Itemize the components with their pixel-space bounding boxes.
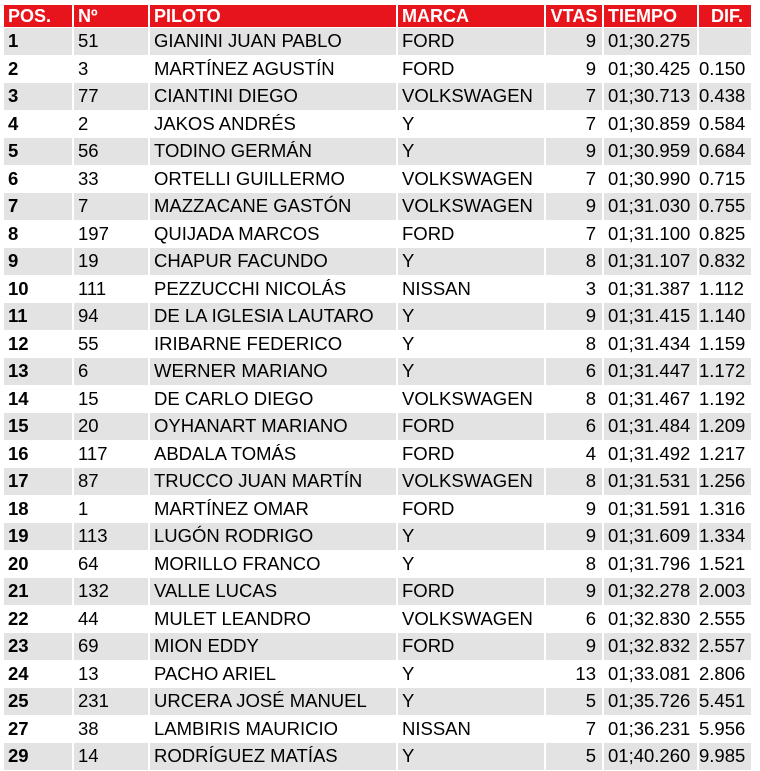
cell-marca: FORD — [397, 55, 545, 83]
cell-vtas: 8 — [545, 248, 603, 276]
table-row — [4, 633, 752, 661]
cell-vtas: 8 — [545, 330, 603, 358]
cell-marca: Y — [397, 743, 545, 771]
cell-vtas: 7 — [545, 220, 603, 248]
cell-piloto: PEZZUCCHI NICOLÁS — [149, 275, 397, 303]
cell-marca: Y — [397, 550, 545, 578]
table-row — [4, 330, 752, 358]
cell-vtas: 4 — [545, 440, 603, 468]
cell-vtas: 8 — [545, 385, 603, 413]
table-row — [4, 550, 752, 578]
cell-num: 38 — [73, 715, 149, 743]
cell-dif: 0.684 — [698, 138, 752, 166]
cell-pos: 10 — [4, 275, 73, 303]
cell-vtas: 9 — [545, 193, 603, 221]
cell-piloto: ABDALA TOMÁS — [149, 440, 397, 468]
table-row — [4, 193, 752, 221]
cell-piloto: OYHANART MARIANO — [149, 413, 397, 441]
cell-piloto: VALLE LUCAS — [149, 578, 397, 606]
cell-tiempo: 01;31.591 — [603, 495, 698, 523]
cell-marca: Y — [397, 110, 545, 138]
cell-pos: 5 — [4, 138, 73, 166]
cell-dif: 1.521 — [698, 550, 752, 578]
table-header — [4, 5, 752, 28]
table-row — [4, 275, 752, 303]
cell-pos: 4 — [4, 110, 73, 138]
cell-num: 111 — [73, 275, 149, 303]
cell-dif: 1.192 — [698, 385, 752, 413]
cell-vtas: 9 — [545, 303, 603, 331]
cell-num: 7 — [73, 193, 149, 221]
cell-num: 2 — [73, 110, 149, 138]
cell-tiempo: 01;32.830 — [603, 605, 698, 633]
cell-tiempo: 01;31.387 — [603, 275, 698, 303]
cell-dif: 0.715 — [698, 165, 752, 193]
cell-tiempo: 01;31.796 — [603, 550, 698, 578]
table-body — [4, 28, 752, 771]
table-row — [4, 138, 752, 166]
cell-piloto: PACHO ARIEL — [149, 660, 397, 688]
cell-pos: 6 — [4, 165, 73, 193]
cell-dif: 0.832 — [698, 248, 752, 276]
cell-vtas: 9 — [545, 55, 603, 83]
cell-num: 55 — [73, 330, 149, 358]
cell-piloto: LAMBIRIS MAURICIO — [149, 715, 397, 743]
cell-dif: 1.316 — [698, 495, 752, 523]
cell-piloto: MAZZACANE GASTÓN — [149, 193, 397, 221]
cell-tiempo: 01;31.484 — [603, 413, 698, 441]
cell-marca: Y — [397, 660, 545, 688]
cell-tiempo: 01;30.990 — [603, 165, 698, 193]
cell-pos: 13 — [4, 358, 73, 386]
cell-tiempo: 01;30.959 — [603, 138, 698, 166]
cell-marca: FORD — [397, 633, 545, 661]
cell-vtas: 8 — [545, 468, 603, 496]
header-pos: POS. — [4, 5, 73, 28]
cell-tiempo: 01;31.107 — [603, 248, 698, 276]
cell-marca: VOLKSWAGEN — [397, 605, 545, 633]
table-row — [4, 715, 752, 743]
cell-dif: 5.956 — [698, 715, 752, 743]
table-row — [4, 523, 752, 551]
cell-piloto: DE LA IGLESIA LAUTARO — [149, 303, 397, 331]
cell-dif: 0.150 — [698, 55, 752, 83]
cell-marca: VOLKSWAGEN — [397, 385, 545, 413]
cell-piloto: MION EDDY — [149, 633, 397, 661]
cell-pos: 17 — [4, 468, 73, 496]
cell-dif: 0.438 — [698, 83, 752, 111]
cell-vtas: 7 — [545, 110, 603, 138]
cell-tiempo: 01;30.859 — [603, 110, 698, 138]
cell-pos: 27 — [4, 715, 73, 743]
cell-dif: 1.140 — [698, 303, 752, 331]
header-vtas: VTAS — [545, 5, 603, 28]
cell-dif: 1.159 — [698, 330, 752, 358]
cell-pos: 1 — [4, 28, 73, 56]
cell-piloto: MULET LEANDRO — [149, 605, 397, 633]
cell-marca: FORD — [397, 495, 545, 523]
cell-dif — [698, 28, 752, 56]
cell-num: 87 — [73, 468, 149, 496]
cell-num: 117 — [73, 440, 149, 468]
cell-tiempo: 01;31.415 — [603, 303, 698, 331]
cell-tiempo: 01;31.434 — [603, 330, 698, 358]
cell-num: 14 — [73, 743, 149, 771]
cell-vtas: 9 — [545, 523, 603, 551]
cell-pos: 8 — [4, 220, 73, 248]
cell-pos: 25 — [4, 688, 73, 716]
cell-vtas: 7 — [545, 83, 603, 111]
table-row — [4, 165, 752, 193]
cell-pos: 23 — [4, 633, 73, 661]
cell-marca: Y — [397, 138, 545, 166]
cell-dif: 1.256 — [698, 468, 752, 496]
cell-marca: VOLKSWAGEN — [397, 193, 545, 221]
cell-num: 113 — [73, 523, 149, 551]
cell-dif: 0.755 — [698, 193, 752, 221]
cell-marca: NISSAN — [397, 715, 545, 743]
cell-tiempo: 01;30.275 — [603, 28, 698, 56]
cell-vtas: 9 — [545, 633, 603, 661]
header-piloto: PILOTO — [149, 5, 397, 28]
cell-marca: Y — [397, 688, 545, 716]
table-row — [4, 385, 752, 413]
cell-piloto: URCERA JOSÉ MANUEL — [149, 688, 397, 716]
cell-piloto: GIANINI JUAN PABLO — [149, 28, 397, 56]
cell-num: 94 — [73, 303, 149, 331]
cell-num: 13 — [73, 660, 149, 688]
cell-num: 69 — [73, 633, 149, 661]
table-row — [4, 605, 752, 633]
cell-pos: 2 — [4, 55, 73, 83]
cell-piloto: MARTÍNEZ OMAR — [149, 495, 397, 523]
cell-vtas: 8 — [545, 550, 603, 578]
cell-dif: 0.825 — [698, 220, 752, 248]
table-row — [4, 743, 752, 771]
cell-pos: 11 — [4, 303, 73, 331]
cell-pos: 24 — [4, 660, 73, 688]
cell-marca: FORD — [397, 413, 545, 441]
table-row — [4, 303, 752, 331]
cell-tiempo: 01;35.726 — [603, 688, 698, 716]
table-row — [4, 220, 752, 248]
table-row — [4, 248, 752, 276]
cell-piloto: TRUCCO JUAN MARTÍN — [149, 468, 397, 496]
cell-piloto: DE CARLO DIEGO — [149, 385, 397, 413]
cell-dif: 1.112 — [698, 275, 752, 303]
cell-tiempo: 01;31.531 — [603, 468, 698, 496]
cell-dif: 2.555 — [698, 605, 752, 633]
cell-piloto: TODINO GERMÁN — [149, 138, 397, 166]
cell-piloto: IRIBARNE FEDERICO — [149, 330, 397, 358]
cell-piloto: QUIJADA MARCOS — [149, 220, 397, 248]
cell-num: 19 — [73, 248, 149, 276]
cell-dif: 9.985 — [698, 743, 752, 771]
cell-pos: 20 — [4, 550, 73, 578]
cell-piloto: CIANTINI DIEGO — [149, 83, 397, 111]
cell-marca: Y — [397, 523, 545, 551]
cell-num: 15 — [73, 385, 149, 413]
cell-piloto: ORTELLI GUILLERMO — [149, 165, 397, 193]
table-row — [4, 688, 752, 716]
table-row — [4, 660, 752, 688]
cell-num: 77 — [73, 83, 149, 111]
cell-dif: 5.451 — [698, 688, 752, 716]
cell-marca: FORD — [397, 578, 545, 606]
cell-num: 20 — [73, 413, 149, 441]
cell-num: 132 — [73, 578, 149, 606]
cell-dif: 1.209 — [698, 413, 752, 441]
cell-vtas: 9 — [545, 28, 603, 56]
cell-tiempo: 01;31.030 — [603, 193, 698, 221]
cell-dif: 2.806 — [698, 660, 752, 688]
table-row — [4, 83, 752, 111]
cell-tiempo: 01;30.713 — [603, 83, 698, 111]
cell-marca: FORD — [397, 220, 545, 248]
cell-marca: VOLKSWAGEN — [397, 83, 545, 111]
table-row — [4, 55, 752, 83]
cell-tiempo: 01;40.260 — [603, 743, 698, 771]
table-row — [4, 28, 752, 56]
cell-vtas: 13 — [545, 660, 603, 688]
cell-pos: 9 — [4, 248, 73, 276]
cell-num: 3 — [73, 55, 149, 83]
cell-vtas: 9 — [545, 138, 603, 166]
cell-vtas: 6 — [545, 605, 603, 633]
cell-pos: 15 — [4, 413, 73, 441]
cell-vtas: 5 — [545, 743, 603, 771]
header-row — [4, 5, 752, 28]
header-num: Nº — [73, 5, 149, 28]
cell-num: 44 — [73, 605, 149, 633]
cell-vtas: 5 — [545, 688, 603, 716]
cell-marca: Y — [397, 358, 545, 386]
cell-num: 56 — [73, 138, 149, 166]
cell-piloto: JAKOS ANDRÉS — [149, 110, 397, 138]
cell-vtas: 7 — [545, 715, 603, 743]
cell-tiempo: 01;36.231 — [603, 715, 698, 743]
header-tiempo: TIEMPO — [603, 5, 698, 28]
cell-dif: 1.217 — [698, 440, 752, 468]
cell-num: 231 — [73, 688, 149, 716]
cell-piloto: MARTÍNEZ AGUSTÍN — [149, 55, 397, 83]
cell-pos: 14 — [4, 385, 73, 413]
cell-pos: 7 — [4, 193, 73, 221]
cell-marca: Y — [397, 248, 545, 276]
cell-piloto: CHAPUR FACUNDO — [149, 248, 397, 276]
cell-pos: 12 — [4, 330, 73, 358]
cell-tiempo: 01;31.609 — [603, 523, 698, 551]
cell-tiempo: 01;32.278 — [603, 578, 698, 606]
cell-tiempo: 01;31.467 — [603, 385, 698, 413]
table-row — [4, 413, 752, 441]
cell-vtas: 9 — [545, 495, 603, 523]
cell-pos: 19 — [4, 523, 73, 551]
cell-tiempo: 01;31.447 — [603, 358, 698, 386]
table-row — [4, 358, 752, 386]
cell-marca: NISSAN — [397, 275, 545, 303]
cell-tiempo: 01;31.492 — [603, 440, 698, 468]
table-row — [4, 110, 752, 138]
header-dif: DIF. — [698, 5, 752, 28]
results-table — [4, 5, 753, 771]
cell-pos: 29 — [4, 743, 73, 771]
cell-dif: 2.003 — [698, 578, 752, 606]
cell-marca: FORD — [397, 28, 545, 56]
cell-dif: 0.584 — [698, 110, 752, 138]
cell-num: 51 — [73, 28, 149, 56]
cell-pos: 16 — [4, 440, 73, 468]
cell-dif: 2.557 — [698, 633, 752, 661]
cell-pos: 21 — [4, 578, 73, 606]
cell-dif: 1.334 — [698, 523, 752, 551]
table-row — [4, 440, 752, 468]
table-row — [4, 578, 752, 606]
cell-pos: 22 — [4, 605, 73, 633]
cell-piloto: MORILLO FRANCO — [149, 550, 397, 578]
table-row — [4, 468, 752, 496]
cell-num: 1 — [73, 495, 149, 523]
cell-marca: Y — [397, 303, 545, 331]
cell-pos: 3 — [4, 83, 73, 111]
cell-marca: Y — [397, 330, 545, 358]
cell-vtas: 6 — [545, 358, 603, 386]
cell-marca: VOLKSWAGEN — [397, 165, 545, 193]
cell-piloto: LUGÓN RODRIGO — [149, 523, 397, 551]
cell-dif: 1.172 — [698, 358, 752, 386]
cell-vtas: 3 — [545, 275, 603, 303]
cell-piloto: WERNER MARIANO — [149, 358, 397, 386]
header-marca: MARCA — [397, 5, 545, 28]
cell-num: 33 — [73, 165, 149, 193]
cell-tiempo: 01;32.832 — [603, 633, 698, 661]
cell-vtas: 7 — [545, 165, 603, 193]
cell-vtas: 6 — [545, 413, 603, 441]
cell-tiempo: 01;30.425 — [603, 55, 698, 83]
cell-marca: VOLKSWAGEN — [397, 468, 545, 496]
cell-tiempo: 01;33.081 — [603, 660, 698, 688]
cell-num: 197 — [73, 220, 149, 248]
cell-piloto: RODRÍGUEZ MATÍAS — [149, 743, 397, 771]
table-row — [4, 495, 752, 523]
cell-vtas: 9 — [545, 578, 603, 606]
cell-num: 64 — [73, 550, 149, 578]
cell-num: 6 — [73, 358, 149, 386]
cell-tiempo: 01;31.100 — [603, 220, 698, 248]
cell-pos: 18 — [4, 495, 73, 523]
cell-marca: FORD — [397, 440, 545, 468]
